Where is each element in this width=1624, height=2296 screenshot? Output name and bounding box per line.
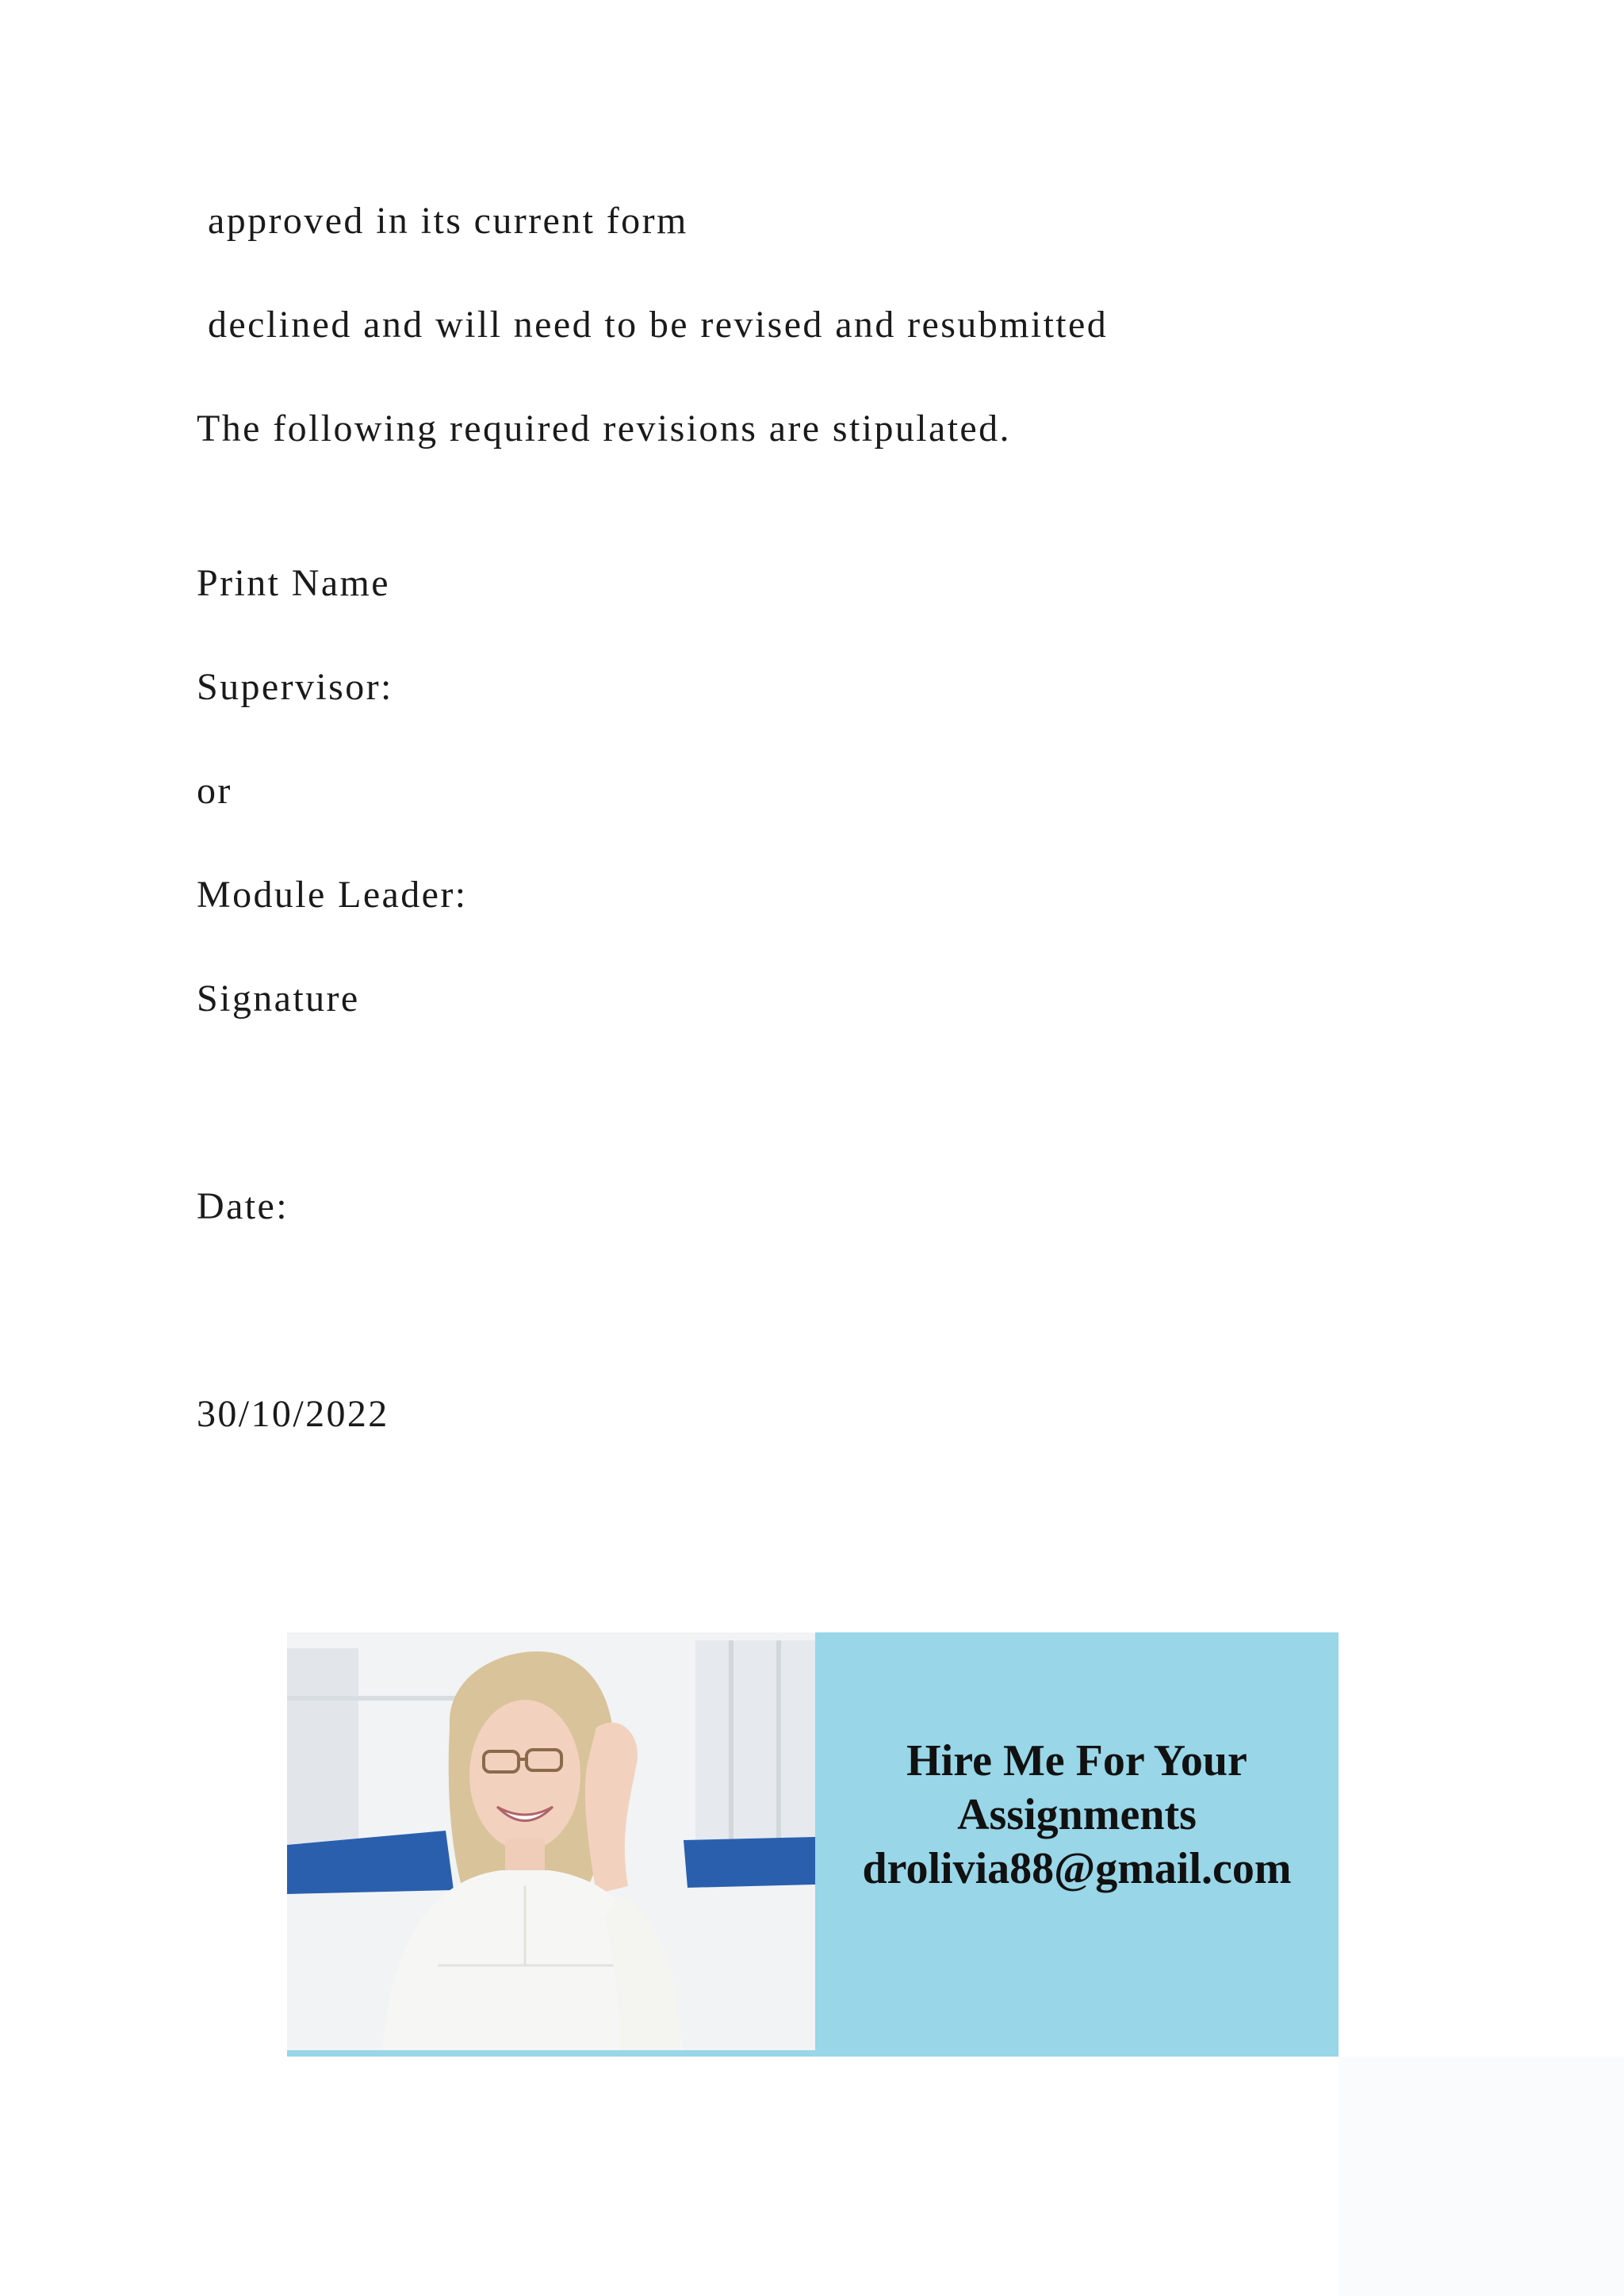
signature-label: Signature xyxy=(197,978,360,1020)
print-name-label: Print Name xyxy=(197,562,390,604)
ad-text-panel xyxy=(815,1632,1339,2057)
banner-bottom-strip xyxy=(287,2050,1339,2057)
ad-headline-line2: Assignments xyxy=(957,1790,1197,1839)
ad-photo xyxy=(287,1632,815,2057)
page-corner-shade xyxy=(1339,2057,1624,2296)
woman-portrait-image xyxy=(287,1632,815,2057)
date-value: 30/10/2022 xyxy=(197,1393,389,1435)
option-declined-text: declined and will need to be revised and resubmitted xyxy=(208,304,1109,346)
or-label: or xyxy=(197,770,232,812)
ad-headline-line1: Hire Me For Your xyxy=(906,1736,1247,1785)
ad-email[interactable]: drolivia88@gmail.com xyxy=(862,1844,1292,1893)
module-leader-label: Module Leader: xyxy=(197,874,468,916)
date-label: Date: xyxy=(197,1185,289,1227)
revisions-statement: The following required revisions are stipulated. xyxy=(197,408,1011,450)
ad-banner xyxy=(287,1632,1339,2057)
supervisor-label: Supervisor: xyxy=(197,666,393,708)
option-approved-text: approved in its current form xyxy=(208,200,688,242)
